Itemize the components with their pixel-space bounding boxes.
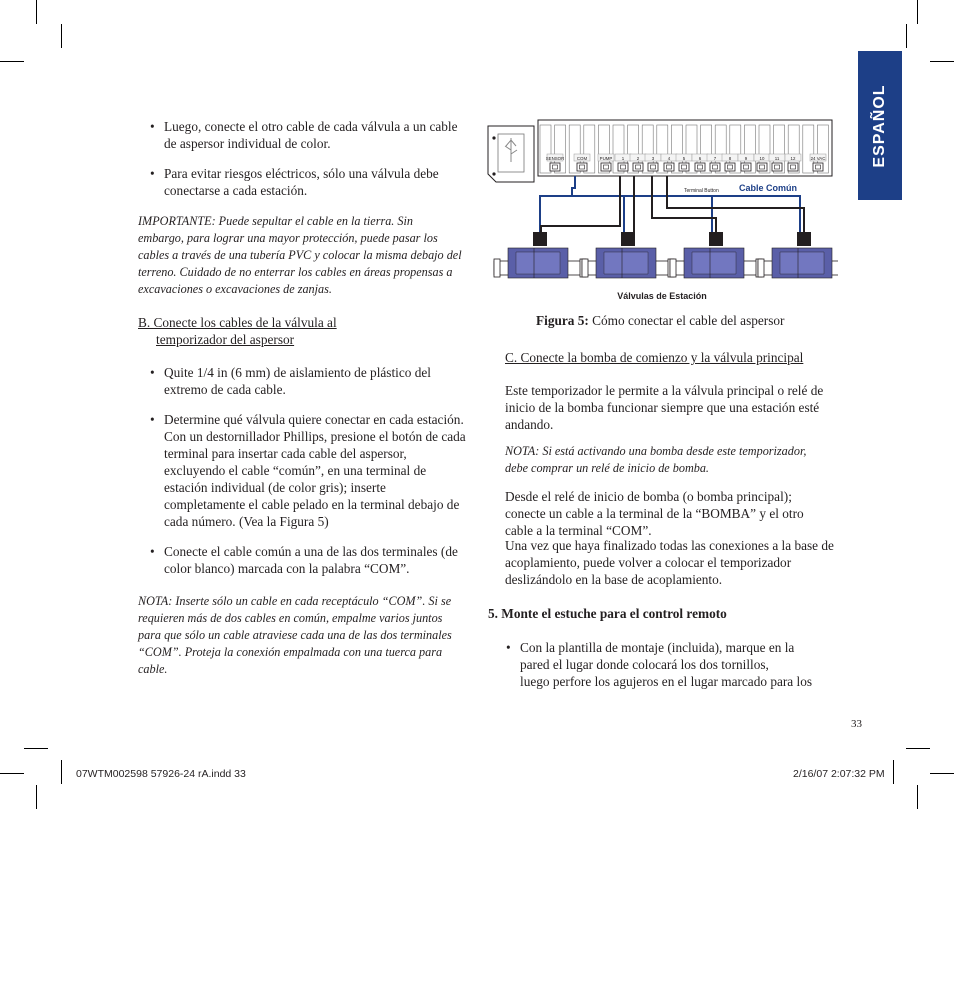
note-block [505, 443, 835, 477]
bullet-dot: • [150, 412, 155, 427]
crop-mark [24, 748, 48, 749]
important-line: excavaciones o excavaciones de zanjas. [138, 282, 332, 296]
figure-caption [536, 313, 785, 329]
terminal-screw-core [791, 165, 796, 169]
crop-mark [61, 760, 62, 784]
terminal-screw-core [713, 165, 718, 169]
terminal-screw-core [553, 165, 558, 169]
section-5-heading: 5. Monte el estuche para el control remoto [488, 606, 727, 621]
terminal-label: 1 [621, 156, 625, 161]
terminal-label: 24 VAC [810, 156, 826, 161]
crop-mark [917, 0, 918, 24]
terminal-label: 2 [636, 156, 640, 161]
footer-left: 07WTM002598 57926-24 rA.indd 33 [76, 768, 246, 780]
valve-flange [758, 259, 764, 277]
terminal-screw-core [636, 165, 641, 169]
bullet-dot: • [506, 640, 511, 655]
valve-solenoid [709, 232, 723, 246]
crop-mark [61, 24, 62, 48]
terminal-screw-core [775, 165, 780, 169]
note-line: cable. [138, 662, 168, 676]
bullet-text: Luego, conecte el otro cable de cada válvula a un cable de aspersor individual de color. [164, 119, 458, 151]
page-number: 33 [851, 718, 862, 730]
screw-icon [492, 172, 495, 175]
important-line: IMPORTANTE: Puede sepultar el cable en la tierra. Sin [138, 214, 413, 228]
bullet-dot: • [150, 544, 155, 559]
terminal-label: 5 [682, 156, 686, 161]
important-line: embargo, para lograr una mayor protección, puede pasar los [138, 231, 438, 245]
terminal-label: SENSOR [545, 156, 565, 161]
valve-solenoid [797, 232, 811, 246]
bullet-item [150, 543, 470, 577]
terminal-label: 4 [667, 156, 671, 161]
crop-mark [930, 773, 954, 774]
crop-mark [906, 748, 930, 749]
paragraph: Una vez que haya finalizado todas las conexiones a la base de acoplamiento, puede volver a colocar el temporizador deslizándolo en la base de acoplamiento. [505, 538, 834, 587]
valve-flange [670, 259, 676, 277]
terminal-label: 10 [759, 156, 765, 161]
section-b-heading: B. Conecte los cables de la válvula al [138, 315, 337, 330]
language-tab [858, 51, 902, 200]
language-tab-label: ESPAÑOL [871, 83, 888, 168]
bullet-text: Determine qué válvula quiere conectar en cada estación. Con un destornillador Phillips, presione el botón de cada terminal para insertar cada cable del aspersor, excluyendo el cable “común”, en una terminal de estación individual (de color gris); inserte completamente el cable pelado en la terminal debajo de cada número. (Vea la Figura 5) [164, 412, 466, 529]
terminal-label: 11 [774, 156, 780, 161]
terminal-screw-core [744, 165, 749, 169]
terminal-label: PUMP [599, 156, 613, 161]
bullet-line: pared el lugar donde colocará los dos tornillos, [520, 657, 769, 672]
bullet-item [150, 364, 470, 398]
terminal-slot [540, 125, 551, 173]
wiring-diagram [484, 116, 838, 312]
valve-detail [780, 252, 824, 274]
terminal-screw-core [682, 165, 687, 169]
bullet-text: Conecte el cable común a una de las dos terminales (de color blanco) marcada con la palabra “COM”. [164, 544, 458, 576]
common-cable-label: Cable Común [739, 183, 798, 193]
paragraph: Desde el relé de inicio de bomba (o bomba principal); conecte un cable a la terminal de la “BOMBA” y el otro cable a la terminal “COM”. [505, 489, 804, 538]
bullet-item [150, 411, 470, 530]
terminal-slot [803, 125, 814, 173]
crop-mark [917, 785, 918, 809]
figure-caption-label: Figura 5: [536, 313, 589, 328]
footer-right: 2/16/07 2:07:32 PM [793, 768, 885, 780]
bullet-item [150, 118, 470, 152]
station-wire-1 [541, 176, 620, 236]
terminal-label: 6 [698, 156, 702, 161]
screw-icon [492, 136, 495, 139]
crop-mark [893, 760, 894, 784]
crop-mark [0, 61, 24, 62]
terminal-label: 8 [728, 156, 732, 161]
terminal-screw-core [604, 165, 609, 169]
important-note [138, 213, 478, 298]
bullet-dot: • [150, 119, 155, 134]
valve-detail [692, 252, 736, 274]
valve-flange [494, 259, 500, 277]
bullet-item [150, 165, 470, 199]
note-line: requieren más de dos cables en común, empalme varios juntos [138, 611, 443, 625]
valves-label: Válvulas de Estación [617, 291, 707, 301]
bullet-item [506, 639, 846, 690]
bullet-line: luego perfore los agujeros en el lugar marcado para los [520, 674, 813, 689]
terminal-screw-core [651, 165, 656, 169]
bullet-line: Con la plantilla de montaje (incluida), marque en la [520, 640, 795, 655]
terminal-screw-core [621, 165, 626, 169]
note-line: NOTA: Si está activando una bomba desde este temporizador, [505, 444, 807, 458]
bullet-text: Para evitar riesgos eléctricos, sólo una válvula debe conectarse a cada estación. [164, 166, 439, 198]
crop-mark [36, 0, 37, 24]
bullet-dot: • [150, 166, 155, 181]
station-wire-3 [652, 176, 716, 236]
terminal-label: 3 [651, 156, 655, 161]
bullet-dot: • [150, 365, 155, 380]
crop-mark [930, 61, 954, 62]
terminal-label: COM [576, 156, 588, 161]
figure-caption-text: Cómo conectar el cable del aspersor [588, 313, 785, 328]
terminal-screw-core [667, 165, 672, 169]
crop-mark [906, 24, 907, 48]
crop-mark [0, 773, 24, 774]
terminal-label: 9 [744, 156, 748, 161]
valve-solenoid [621, 232, 635, 246]
bullet-text: Quite 1/4 in (6 mm) de aislamiento de plástico del extremo de cada cable. [164, 365, 431, 397]
important-line: cables a través de una tubería PVC y colocar la misma debajo del [138, 248, 462, 262]
note-block [138, 593, 478, 678]
terminal-screw-core [580, 165, 585, 169]
important-line: terreno. Cuidado de no enterrar los cables en áreas propensas a [138, 265, 453, 279]
note-line: para que sólo un cable atraviese cada una de las dos terminales [138, 628, 452, 642]
section-c-heading: C. Conecte la bomba de comienzo y la válvula principal [505, 350, 804, 365]
paragraph: Este temporizador le permite a la válvula principal o relé de inicio de la bomba funcionar siempre que una estación esté andando. [505, 383, 824, 432]
terminal-label: 7 [713, 156, 717, 161]
terminal-screw-core [728, 165, 733, 169]
note-line: “COM”. Proteja la conexión empalmada con una tuerca para [138, 645, 443, 659]
terminal-screw-core [760, 165, 765, 169]
note-line: debe comprar un relé de inicio de bomba. [505, 461, 709, 475]
valve-solenoid [533, 232, 547, 246]
valve-detail [516, 252, 560, 274]
section-b-heading-cont: temporizador del aspersor [156, 332, 295, 347]
valve-flange [582, 259, 588, 277]
crop-mark [36, 785, 37, 809]
note-line: NOTA: Inserte sólo un cable en cada receptáculo “COM”. Si se [138, 594, 452, 608]
terminal-screw-core [816, 165, 821, 169]
valve-detail [604, 252, 648, 274]
terminal-label: 12 [790, 156, 796, 161]
terminal-button-label: Terminal Button [684, 188, 719, 194]
terminal-screw-core [698, 165, 703, 169]
